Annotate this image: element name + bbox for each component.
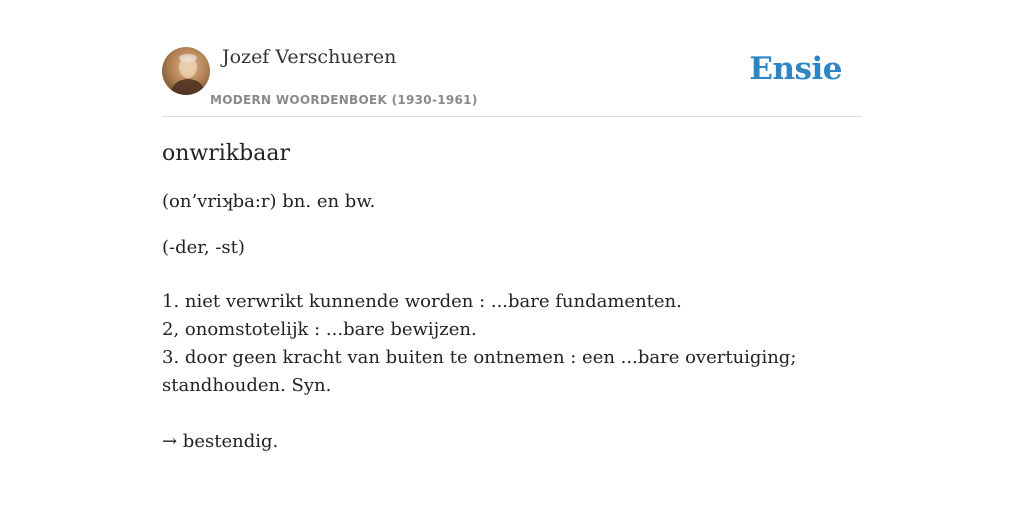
author-avatar[interactable] xyxy=(162,47,210,95)
entry-content xyxy=(162,138,862,456)
headword: onwrikbaar xyxy=(162,141,290,166)
inflected-forms: (-der, -st) xyxy=(162,237,245,258)
cross-reference-link[interactable]: → bestendig. xyxy=(162,431,279,452)
pronunciation: (on’vriʞba:r) bn. en bw. xyxy=(162,191,376,212)
definition-item: 2, onomstotelijk : ...bare bewijzen. xyxy=(162,319,477,340)
definition-item: 1. niet verwrikt kunnende worden : ...bare fundamenten. xyxy=(162,291,682,312)
source-title[interactable]: MODERN WOORDENBOEK (1930-1961) xyxy=(210,93,478,107)
author-name[interactable]: Jozef Verschueren xyxy=(222,46,397,68)
portrait-photo-icon xyxy=(162,47,210,95)
definitions-list xyxy=(162,288,862,400)
site-logo[interactable]: Ensie xyxy=(749,51,842,87)
entry-header xyxy=(162,44,862,117)
definition-item: 3. door geen kracht van buiten te ontnemen : een ...bare overtuiging; standhouden. Syn. xyxy=(162,347,797,396)
